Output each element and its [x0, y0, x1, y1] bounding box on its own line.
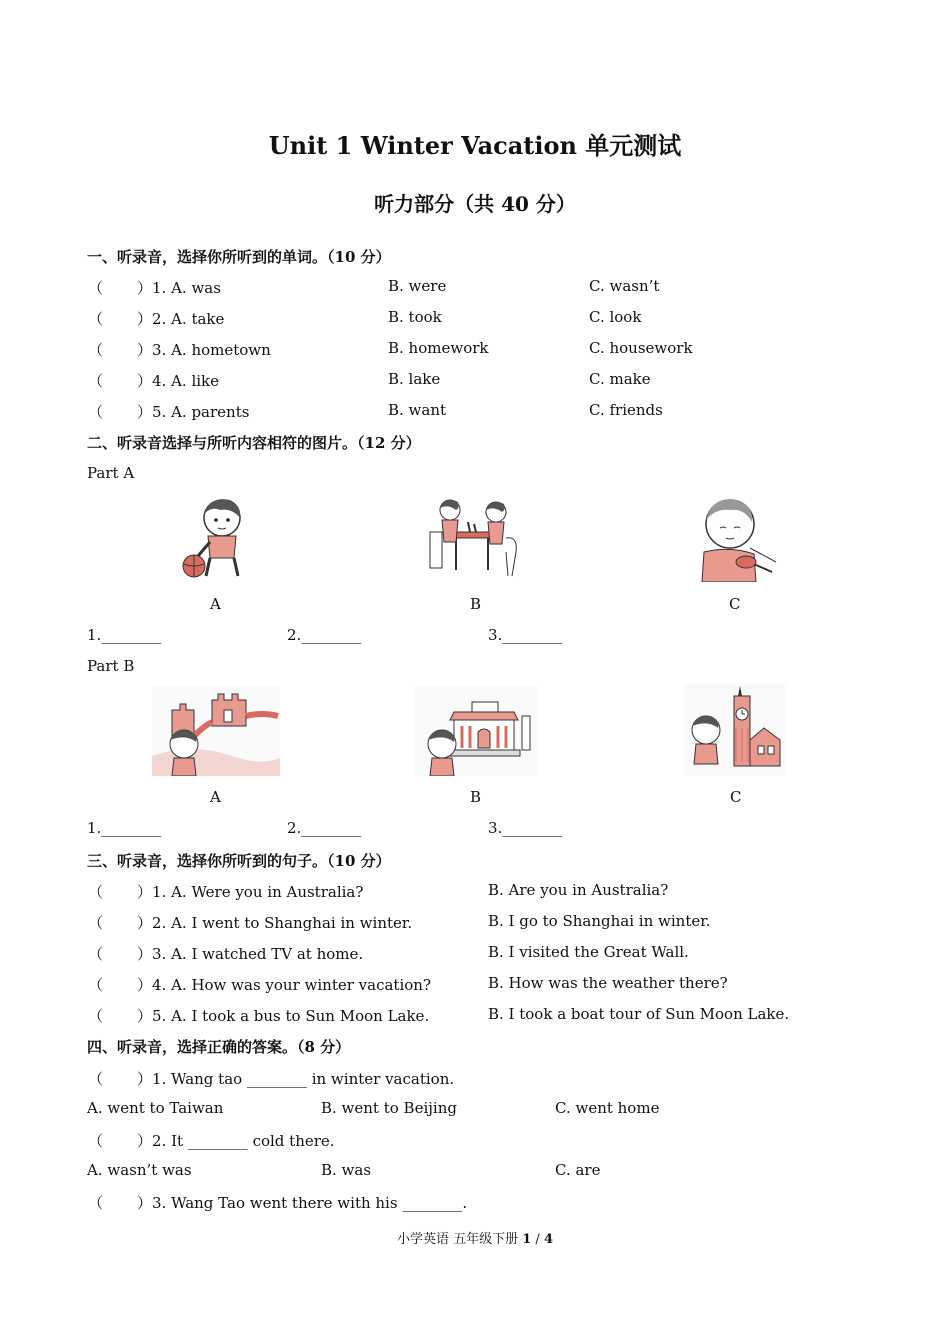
option-b: B. homework	[388, 339, 489, 357]
answer-bracket: （	[88, 1007, 104, 1025]
sentence-option-a: ）1. A. Were you in Australia?	[137, 883, 364, 901]
sentence-option-b: B. I go to Shanghai in winter.	[488, 912, 711, 930]
page-footer	[0, 1228, 950, 1247]
boy-violin-picture	[690, 492, 780, 582]
part-b-label: Part B	[87, 657, 135, 675]
picture-label-c: C	[729, 595, 741, 613]
answer-bracket: （	[88, 341, 104, 359]
option-b: B. lake	[388, 370, 441, 388]
page-total: 4	[543, 1232, 553, 1247]
answer-blank-1[interactable]: 1.________	[87, 626, 162, 644]
great-wall-picture	[152, 686, 280, 776]
question-5: ）5. A. parents	[137, 403, 250, 421]
option-b: B. were	[388, 277, 447, 295]
section-3-heading: 三、听录音，选择你所听到的句子。（10 分）	[87, 852, 391, 870]
picture-label-b: B	[470, 595, 482, 613]
sentence-option-b: B. I visited the Great Wall.	[488, 943, 689, 961]
answer-bracket: （	[88, 310, 104, 328]
option-a: A. went to Taiwan	[87, 1099, 224, 1117]
page-number: 1	[522, 1232, 532, 1247]
answer-bracket: （	[88, 279, 104, 297]
question-1: ）1. A. was	[137, 279, 221, 297]
option-c: C. friends	[589, 401, 663, 419]
boys-playing-chess-picture	[422, 492, 522, 582]
answer-blank-1[interactable]: 1.________	[87, 819, 162, 837]
picture-label-a: A	[210, 595, 221, 613]
option-a: A. wasn’t was	[87, 1161, 192, 1179]
question-3: ）3. Wang Tao went there with his ________.	[137, 1194, 468, 1212]
option-b: B. was	[321, 1161, 372, 1179]
sentence-option-b: B. How was the weather there?	[488, 974, 728, 992]
answer-bracket: （	[88, 1070, 104, 1088]
option-b: B. took	[388, 308, 442, 326]
sentence-option-a: ）5. A. I took a bus to Sun Moon Lake.	[137, 1007, 430, 1025]
answer-blank-3[interactable]: 3.________	[488, 626, 563, 644]
picture-label-a: A	[210, 788, 221, 806]
page-separator: /	[531, 1232, 544, 1247]
page-title: Unit 1 Winter Vacation 单元测试	[268, 131, 682, 160]
answer-bracket: （	[88, 1132, 104, 1150]
sentence-option-b: B. I took a boat tour of Sun Moon Lake.	[488, 1005, 790, 1023]
answer-bracket: （	[88, 1194, 104, 1212]
picture-label-c: C	[730, 788, 742, 806]
answer-blank-2[interactable]: 2.________	[287, 819, 362, 837]
question-4: ）4. A. like	[137, 372, 220, 390]
sentence-option-a: ）4. A. How was your winter vacation?	[137, 976, 431, 994]
question-1: ）1. Wang tao ________ in winter vacation.	[137, 1070, 455, 1088]
sentence-option-a: ）2. A. I went to Shanghai in winter.	[137, 914, 413, 932]
answer-bracket: （	[88, 914, 104, 932]
section-2-heading: 二、听录音选择与所听内容相符的图片。（12 分）	[87, 434, 421, 452]
answer-bracket: （	[88, 403, 104, 421]
part-a-label: Part A	[87, 464, 135, 482]
option-c: C. went home	[555, 1099, 660, 1117]
sentence-option-b: B. Are you in Australia?	[488, 881, 669, 899]
answer-bracket: （	[88, 372, 104, 390]
section-4-heading: 四、听录音，选择正确的答案。（8 分）	[87, 1038, 351, 1056]
footer-text: 小学英语 五年级下册	[396, 1232, 523, 1247]
option-c: C. are	[555, 1161, 601, 1179]
option-c: C. look	[589, 308, 642, 326]
option-c: C. make	[589, 370, 651, 388]
section-1-heading: 一、听录音，选择你所听到的单词。（10 分）	[87, 248, 391, 266]
question-2: ）2. A. take	[137, 310, 225, 328]
answer-bracket: （	[88, 883, 104, 901]
answer-blank-2[interactable]: 2.________	[287, 626, 362, 644]
big-ben-picture	[684, 684, 786, 776]
boy-basketball-picture	[170, 492, 260, 582]
sentence-option-a: ）3. A. I watched TV at home.	[137, 945, 364, 963]
option-b: B. want	[388, 401, 447, 419]
museum-building-picture	[414, 686, 538, 776]
picture-label-b: B	[470, 788, 482, 806]
answer-bracket: （	[88, 945, 104, 963]
option-c: C. housework	[589, 339, 693, 357]
question-3: ）3. A. hometown	[137, 341, 271, 359]
section-subtitle: 听力部分（共 40 分）	[374, 192, 576, 216]
question-2: ）2. It ________ cold there.	[137, 1132, 335, 1150]
answer-bracket: （	[88, 976, 104, 994]
answer-blank-3[interactable]: 3.________	[488, 819, 563, 837]
option-b: B. went to Beijing	[321, 1099, 457, 1117]
option-c: C. wasn’t	[589, 277, 660, 295]
